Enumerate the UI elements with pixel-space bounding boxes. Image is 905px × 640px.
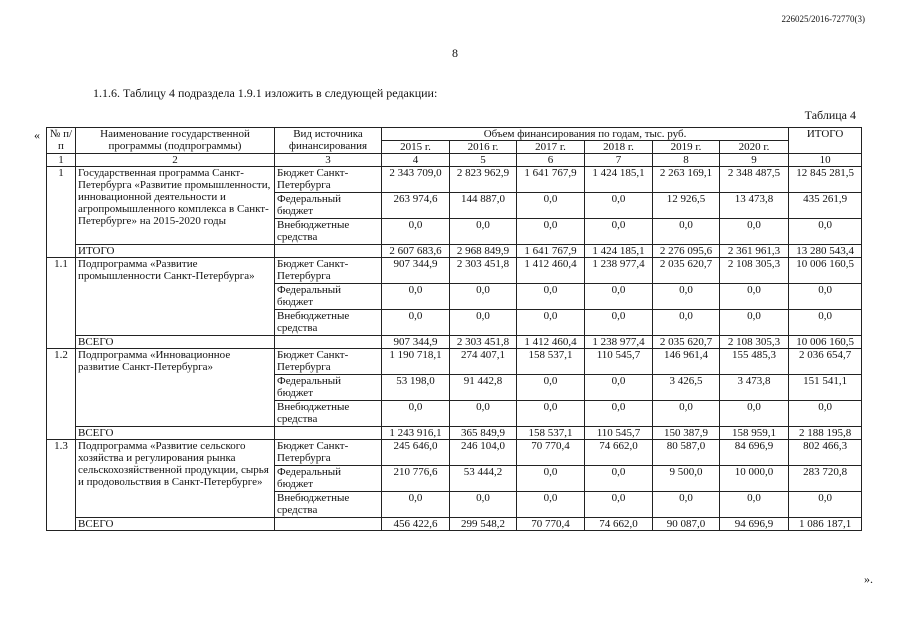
year-value: 0,0 xyxy=(382,284,450,310)
year-value: 0,0 xyxy=(585,492,653,518)
total-value: 110 545,7 xyxy=(585,427,653,440)
year-value: 0,0 xyxy=(450,284,517,310)
year-value: 0,0 xyxy=(653,284,720,310)
total-value: 2 361 961,3 xyxy=(720,245,789,258)
year-value: 2 343 709,0 xyxy=(382,167,450,193)
column-index: 1 xyxy=(47,154,76,167)
year-value: 0,0 xyxy=(517,492,585,518)
row-total-value: 0,0 xyxy=(789,310,862,336)
total-value: 1 086 187,1 xyxy=(789,518,862,531)
funding-source: Бюджет Санкт-Петербурга xyxy=(275,167,382,193)
row-total-value: 0,0 xyxy=(789,219,862,245)
total-value: 2 108 305,3 xyxy=(720,336,789,349)
row-total-value: 435 261,9 xyxy=(789,193,862,219)
year-value: 246 104,0 xyxy=(450,440,517,466)
total-value: 70 770,4 xyxy=(517,518,585,531)
year-value: 0,0 xyxy=(382,310,450,336)
table-row xyxy=(47,258,862,284)
year-value: 74 662,0 xyxy=(585,440,653,466)
total-value: 907 344,9 xyxy=(382,336,450,349)
total-value: 365 849,9 xyxy=(450,427,517,440)
total-label: ИТОГО xyxy=(76,245,275,258)
year-value: 0,0 xyxy=(720,310,789,336)
table-row xyxy=(47,440,862,466)
year-value: 0,0 xyxy=(382,219,450,245)
funding-source: Внебюджетные средства xyxy=(275,310,382,336)
year-value: 0,0 xyxy=(517,284,585,310)
empty-cell xyxy=(275,427,382,440)
empty-cell xyxy=(47,245,76,258)
funding-source: Внебюджетные средства xyxy=(275,401,382,427)
year-value: 0,0 xyxy=(653,219,720,245)
column-index: 2 xyxy=(76,154,275,167)
year-value: 2 108 305,3 xyxy=(720,258,789,284)
year-value: 2 348 487,5 xyxy=(720,167,789,193)
table-row xyxy=(47,167,862,193)
total-value: 94 696,9 xyxy=(720,518,789,531)
year-value: 1 412 460,4 xyxy=(517,258,585,284)
empty-cell xyxy=(47,518,76,531)
empty-cell xyxy=(275,245,382,258)
year-value: 53 198,0 xyxy=(382,375,450,401)
year-value: 1 424 185,1 xyxy=(585,167,653,193)
header-num: № п/п xyxy=(47,128,76,154)
year-value: 0,0 xyxy=(517,375,585,401)
year-value: 0,0 xyxy=(382,401,450,427)
row-total-value: 0,0 xyxy=(789,284,862,310)
year-value: 0,0 xyxy=(450,219,517,245)
total-value: 2 188 195,8 xyxy=(789,427,862,440)
year-value: 9 500,0 xyxy=(653,466,720,492)
year-value: 0,0 xyxy=(585,284,653,310)
program-total-row xyxy=(47,336,862,349)
year-value: 210 776,6 xyxy=(382,466,450,492)
column-index: 4 xyxy=(382,154,450,167)
year-value: 0,0 xyxy=(517,466,585,492)
total-value: 299 548,2 xyxy=(450,518,517,531)
total-label: ВСЕГО xyxy=(76,336,275,349)
year-value: 144 887,0 xyxy=(450,193,517,219)
year-value: 0,0 xyxy=(517,219,585,245)
year-value: 1 238 977,4 xyxy=(585,258,653,284)
total-value: 2 035 620,7 xyxy=(653,336,720,349)
total-value: 1 412 460,4 xyxy=(517,336,585,349)
total-value: 90 087,0 xyxy=(653,518,720,531)
open-quote: « xyxy=(34,128,40,142)
year-value: 13 473,8 xyxy=(720,193,789,219)
funding-source: Бюджет Санкт-Петербурга xyxy=(275,258,382,284)
row-total-value: 283 720,8 xyxy=(789,466,862,492)
year-value: 0,0 xyxy=(653,401,720,427)
total-value: 2 276 095,6 xyxy=(653,245,720,258)
table-row xyxy=(47,349,862,375)
intro-text: 1.1.6. Таблицу 4 подраздела 1.9.1 изложить в следующей редакции: xyxy=(93,86,438,100)
program-number: 1 xyxy=(47,167,76,245)
header-year: 2020 г. xyxy=(720,141,789,154)
column-index: 3 xyxy=(275,154,382,167)
funding-source: Внебюджетные средства xyxy=(275,219,382,245)
program-name: Подпрограмма «Развитие промышленности Санкт-Петербурга» xyxy=(76,258,275,336)
year-value: 146 961,4 xyxy=(653,349,720,375)
program-total-row xyxy=(47,245,862,258)
year-value: 0,0 xyxy=(585,193,653,219)
program-name: Подпрограмма «Инновационное развитие Санкт-Петербурга» xyxy=(76,349,275,427)
year-value: 1 641 767,9 xyxy=(517,167,585,193)
total-value: 74 662,0 xyxy=(585,518,653,531)
year-value: 2 823 962,9 xyxy=(450,167,517,193)
year-value: 245 646,0 xyxy=(382,440,450,466)
column-index: 6 xyxy=(517,154,585,167)
header-name: Наименование государственной программы (подпрограммы) xyxy=(76,128,275,154)
program-number: 1.3 xyxy=(47,440,76,518)
program-number: 1.1 xyxy=(47,258,76,336)
year-value: 84 696,9 xyxy=(720,440,789,466)
row-total-value: 151 541,1 xyxy=(789,375,862,401)
total-value: 10 006 160,5 xyxy=(789,336,862,349)
year-value: 12 926,5 xyxy=(653,193,720,219)
year-value: 2 303 451,8 xyxy=(450,258,517,284)
funding-source: Федеральный бюджет xyxy=(275,193,382,219)
year-value: 3 426,5 xyxy=(653,375,720,401)
program-number: 1.2 xyxy=(47,349,76,427)
year-value: 80 587,0 xyxy=(653,440,720,466)
table-caption: Таблица 4 xyxy=(804,108,856,122)
empty-cell xyxy=(275,336,382,349)
header-year: 2017 г. xyxy=(517,141,585,154)
row-total-value: 10 006 160,5 xyxy=(789,258,862,284)
year-value: 53 444,2 xyxy=(450,466,517,492)
column-index: 8 xyxy=(653,154,720,167)
program-total-row xyxy=(47,427,862,440)
total-label: ВСЕГО xyxy=(76,427,275,440)
year-value: 907 344,9 xyxy=(382,258,450,284)
row-total-value: 2 036 654,7 xyxy=(789,349,862,375)
year-value: 0,0 xyxy=(585,375,653,401)
year-value: 3 473,8 xyxy=(720,375,789,401)
header-year: 2015 г. xyxy=(382,141,450,154)
header-year: 2016 г. xyxy=(450,141,517,154)
row-total-value: 0,0 xyxy=(789,492,862,518)
year-value: 0,0 xyxy=(450,492,517,518)
funding-source: Бюджет Санкт-Петербурга xyxy=(275,349,382,375)
header-year: 2019 г. xyxy=(653,141,720,154)
empty-cell xyxy=(47,427,76,440)
year-value: 0,0 xyxy=(450,310,517,336)
page-number: 8 xyxy=(452,46,458,60)
row-total-value: 802 466,3 xyxy=(789,440,862,466)
year-value: 0,0 xyxy=(720,219,789,245)
empty-cell xyxy=(275,518,382,531)
year-value: 0,0 xyxy=(585,219,653,245)
funding-source: Внебюджетные средства xyxy=(275,492,382,518)
funding-source: Федеральный бюджет xyxy=(275,466,382,492)
year-value: 0,0 xyxy=(585,310,653,336)
total-value: 158 537,1 xyxy=(517,427,585,440)
year-value: 0,0 xyxy=(382,492,450,518)
header-financing-group: Объем финансирования по годам, тыс. руб. xyxy=(382,128,789,141)
program-name: Подпрограмма «Развитие сельского хозяйства и регулирования рынка сельскохозяйственной продукции, сырья и продовольствия в Санкт-Петербурге» xyxy=(76,440,275,518)
row-total-value: 0,0 xyxy=(789,401,862,427)
year-value: 0,0 xyxy=(720,492,789,518)
total-value: 1 641 767,9 xyxy=(517,245,585,258)
column-index: 7 xyxy=(585,154,653,167)
year-value: 0,0 xyxy=(720,401,789,427)
year-value: 158 537,1 xyxy=(517,349,585,375)
total-label: ВСЕГО xyxy=(76,518,275,531)
year-value: 1 190 718,1 xyxy=(382,349,450,375)
year-value: 91 442,8 xyxy=(450,375,517,401)
header-source: Вид источника финансирования xyxy=(275,128,382,154)
header-year: 2018 г. xyxy=(585,141,653,154)
total-value: 13 280 543,4 xyxy=(789,245,862,258)
total-value: 1 424 185,1 xyxy=(585,245,653,258)
row-total-value: 12 845 281,5 xyxy=(789,167,862,193)
year-value: 0,0 xyxy=(653,310,720,336)
program-total-row xyxy=(47,518,862,531)
year-value: 263 974,6 xyxy=(382,193,450,219)
year-value: 155 485,3 xyxy=(720,349,789,375)
total-value: 1 243 916,1 xyxy=(382,427,450,440)
year-value: 2 263 169,1 xyxy=(653,167,720,193)
year-value: 0,0 xyxy=(653,492,720,518)
total-value: 2 607 683,6 xyxy=(382,245,450,258)
program-name: Государственная программа Санкт-Петербурга «Развитие промышленности, инновационной деятельности и агропромышленного комплекса в Санкт-Петербурге» на 2015-2020 годы xyxy=(76,167,275,245)
column-index: 10 xyxy=(789,154,862,167)
year-value: 0,0 xyxy=(517,193,585,219)
year-value: 0,0 xyxy=(517,310,585,336)
close-quote: ». xyxy=(864,572,873,586)
year-value: 274 407,1 xyxy=(450,349,517,375)
year-value: 70 770,4 xyxy=(517,440,585,466)
funding-source: Федеральный бюджет xyxy=(275,375,382,401)
document-id: 226025/2016-72770(3) xyxy=(781,14,865,24)
year-value: 2 035 620,7 xyxy=(653,258,720,284)
year-value: 0,0 xyxy=(450,401,517,427)
year-value: 0,0 xyxy=(720,284,789,310)
total-value: 1 238 977,4 xyxy=(585,336,653,349)
year-value: 110 545,7 xyxy=(585,349,653,375)
total-value: 2 303 451,8 xyxy=(450,336,517,349)
header-total: ИТОГО xyxy=(789,128,862,154)
total-value: 456 422,6 xyxy=(382,518,450,531)
year-value: 0,0 xyxy=(517,401,585,427)
funding-source: Бюджет Санкт-Петербурга xyxy=(275,440,382,466)
column-index: 9 xyxy=(720,154,789,167)
total-value: 150 387,9 xyxy=(653,427,720,440)
year-value: 0,0 xyxy=(585,401,653,427)
financing-table xyxy=(46,127,862,531)
funding-source: Федеральный бюджет xyxy=(275,284,382,310)
total-value: 2 968 849,9 xyxy=(450,245,517,258)
year-value: 0,0 xyxy=(585,466,653,492)
total-value: 158 959,1 xyxy=(720,427,789,440)
year-value: 10 000,0 xyxy=(720,466,789,492)
empty-cell xyxy=(47,336,76,349)
column-index: 5 xyxy=(450,154,517,167)
